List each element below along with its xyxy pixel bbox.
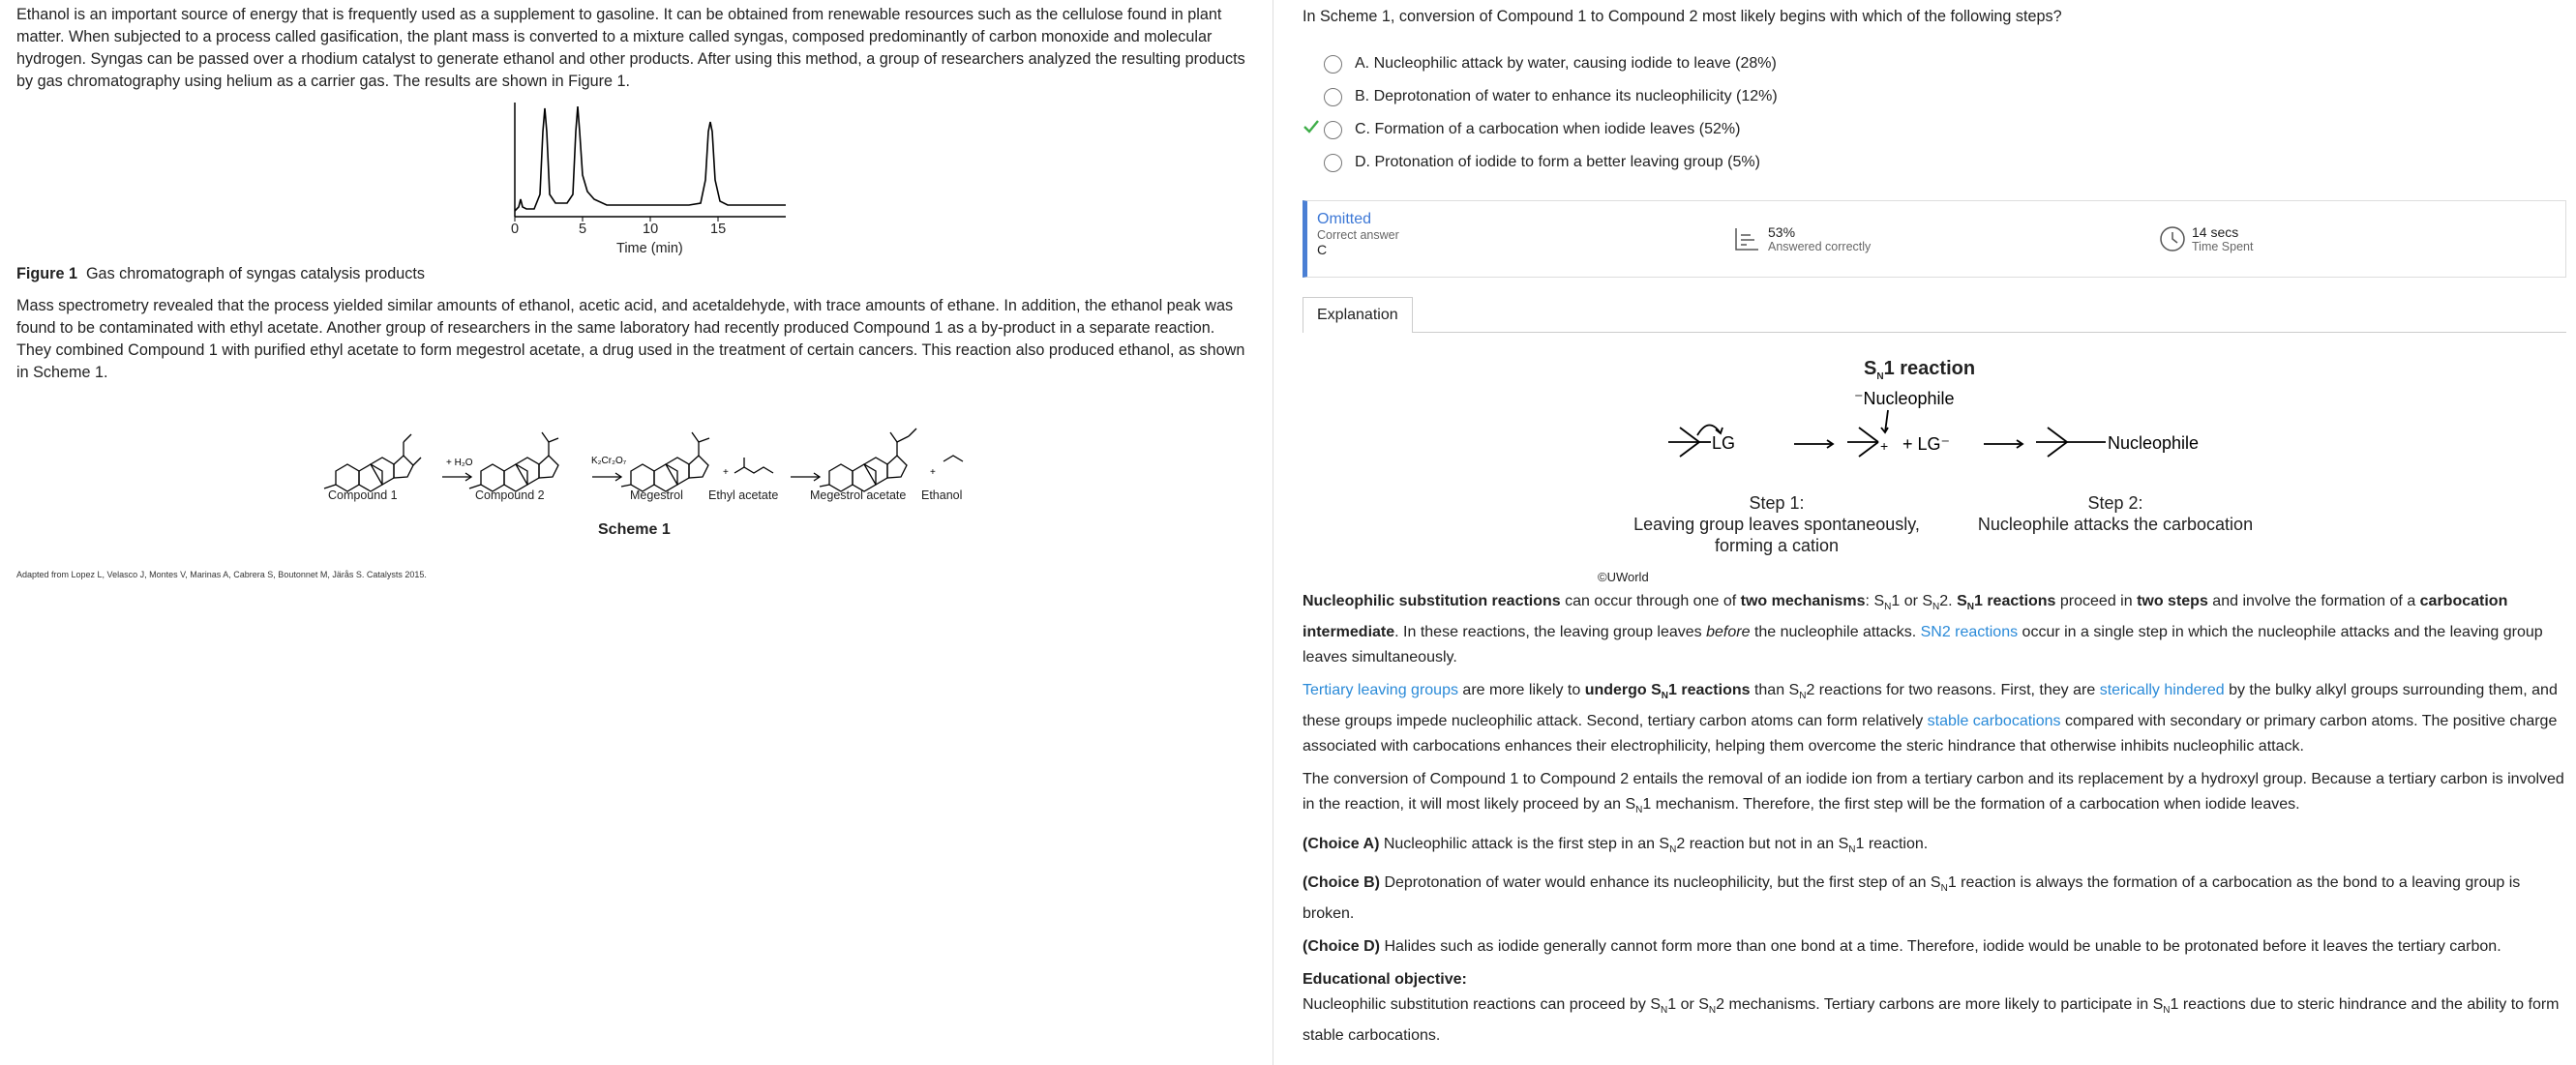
reagent-dichromate: K₂Cr₂O₇ bbox=[591, 456, 627, 466]
time-label: Time Spent bbox=[2192, 240, 2254, 253]
ethanol-structure bbox=[944, 456, 963, 461]
p1-j: two steps bbox=[2137, 593, 2208, 609]
scheme-1 bbox=[16, 394, 1253, 568]
explanation-paragraph-3 bbox=[1303, 767, 2566, 823]
x-axis-title: Time (min) bbox=[616, 241, 683, 256]
correct-answer-value: C bbox=[1317, 242, 1328, 257]
x-tick-15: 15 bbox=[710, 222, 727, 237]
p2-e: 2 reactions for two reasons. First, they are bbox=[1806, 682, 2100, 699]
edu-d: 1 reactions due to steric hindrance and the ability to form stable carbocations. bbox=[1303, 995, 2560, 1045]
choice-a-explanation bbox=[1303, 832, 2566, 863]
reagent-water: + H₂O bbox=[446, 458, 473, 468]
sub-n: N bbox=[1966, 602, 1974, 613]
question-stem: In Scheme 1, conversion of Compound 1 to Compound 2 most likely begins with which of the following steps? bbox=[1303, 8, 2062, 25]
sub-n: N bbox=[1876, 371, 1884, 382]
sub-n: N bbox=[1635, 805, 1643, 816]
copyright: ©UWorld bbox=[1598, 570, 1649, 584]
choice-a-label: (Choice A) bbox=[1303, 835, 1380, 852]
step-2-title: Step 2: bbox=[2087, 493, 2143, 513]
chromatogram-plot bbox=[495, 103, 805, 228]
p2-a: are more likely to bbox=[1457, 682, 1585, 699]
choice-d-label: (Choice D) bbox=[1303, 937, 1380, 955]
x-tick-0: 0 bbox=[511, 222, 520, 237]
answer-stats-bar bbox=[1303, 200, 2566, 278]
choice-b-label: (Choice B) bbox=[1303, 873, 1380, 891]
plus-sign-2: + bbox=[930, 467, 936, 478]
radio-c[interactable] bbox=[1324, 121, 1342, 139]
sn1-diagram bbox=[1303, 333, 2566, 589]
figure-caption-text: Gas chromatograph of syngas catalysis products bbox=[85, 265, 425, 282]
figure-caption-label: Figure 1 bbox=[16, 265, 77, 282]
percent-label: Answered correctly bbox=[1768, 240, 1872, 253]
percent-value: 53% bbox=[1768, 224, 1796, 240]
sub-n: N bbox=[1660, 1005, 1668, 1017]
p1-m: . In these reactions, the leaving group leaves bbox=[1394, 624, 1707, 641]
lg-anion: + LG⁻ bbox=[1902, 434, 1951, 454]
p2-f: by the bulky alkyl groups surrounding them, and these groups impede nucleophilic attack. Second, tertiary carbon atoms can form relatively bbox=[1303, 682, 2558, 730]
p1-i: proceed in bbox=[2055, 593, 2138, 609]
cd-a: Halides such as iodide generally cannot form more than one bond at a time. Therefore, iodide would be unable to be protonated before it leaves the tertiary carbon. bbox=[1380, 937, 2501, 955]
p1-c: two mechanisms bbox=[1740, 593, 1866, 609]
educational-objective-text bbox=[1303, 992, 2566, 1049]
scheme-title: Scheme 1 bbox=[598, 521, 671, 538]
x-tick-5: 5 bbox=[579, 222, 587, 237]
status-block bbox=[1317, 211, 1399, 257]
label-compound-1: Compound 1 bbox=[328, 488, 398, 502]
figure-caption bbox=[16, 265, 1253, 283]
passage-paragraph-1: Ethanol is an important source of energy that is frequently used as a supplement to gasoline. It can be obtained from renewable resources such as the cellulose found in plant matter. When subjected to a process called gasification, the plant mass is converted to a mixture called syngas, composed predominantly of carbon monoxide and molecular hydrogen. Syngas can be passed over a rhodium catalyst to generate ethanol and other products. After using this method, a group of researchers analyzed the resulting products by gas chromatography using helium as a carrier gas. The results are shown in Figure 1. bbox=[16, 6, 1245, 90]
ca-a: Nucleophilic attack is the first step in an S bbox=[1379, 835, 1670, 852]
compound-2-structure bbox=[469, 432, 558, 491]
choice-b-explanation bbox=[1303, 871, 2566, 927]
educational-objective-title bbox=[1303, 967, 2566, 992]
choice-c[interactable] bbox=[1303, 113, 2566, 146]
sub-n: N bbox=[1661, 691, 1669, 702]
stable-carbocations-link[interactable]: stable carbocations bbox=[1927, 713, 2061, 730]
choice-d-text[interactable]: D. Protonation of iodide to form a better leaving group (5%) bbox=[1355, 154, 1760, 170]
choice-b[interactable] bbox=[1303, 80, 2566, 113]
step-1-desc: Leaving group leaves spontaneously, forming a cation bbox=[1633, 515, 1920, 555]
p1-l: carbocation intermediate bbox=[1303, 593, 2508, 641]
clock-icon bbox=[2159, 225, 2186, 252]
p3-b: 1 mechanism. Therefore, the first step will be the formation of a carbocation when iodide leaves. bbox=[1642, 796, 2300, 814]
choice-d-explanation bbox=[1303, 934, 2566, 960]
step-1 bbox=[1622, 492, 1932, 556]
ethyl-acetate-structure bbox=[734, 458, 773, 473]
sub-n: N bbox=[1884, 602, 1892, 613]
explanation-paragraph-2 bbox=[1303, 678, 2566, 759]
diagram-title: $S_N1$ reaction bbox=[1864, 358, 1976, 382]
compound-1-structure bbox=[324, 434, 421, 491]
step-2-desc: Nucleophile attacks the carbocation bbox=[1977, 515, 2254, 534]
choice-d[interactable] bbox=[1303, 146, 2566, 179]
megestrol-acetate-structure bbox=[820, 429, 916, 491]
p1-k: and involve the formation of a bbox=[2207, 593, 2420, 609]
p1-a: Nucleophilic substitution reactions bbox=[1303, 593, 1561, 609]
p3-a: The conversion of Compound 1 to Compound 2 entails the removal of an iodide ion from a tertiary carbon and its replacement by a hydroxyl group. Because a tertiary carbon is involved in the reaction, it will most likely proceed by an S bbox=[1303, 771, 2564, 814]
p1-b: can occur through one of bbox=[1560, 593, 1741, 609]
sub-n: N bbox=[1799, 691, 1807, 702]
p2-c: 1 reactions bbox=[1668, 682, 1751, 699]
sub-n: N bbox=[1669, 843, 1677, 855]
label-ethanol: Ethanol bbox=[921, 488, 963, 502]
choice-a-text[interactable]: A. Nucleophilic attack by water, causing iodide to leave (28%) bbox=[1355, 55, 1777, 72]
p1-n: before bbox=[1706, 624, 1751, 641]
nucleophile-top: ⁻Nucleophile bbox=[1854, 389, 1955, 408]
edu-a: Nucleophilic substitution reactions can proceed by S bbox=[1303, 995, 1661, 1013]
time-block bbox=[2159, 224, 2253, 253]
sub-n: N bbox=[1940, 882, 1948, 894]
label-ethyl-acetate: Ethyl acetate bbox=[708, 488, 779, 502]
megestrol-structure bbox=[621, 432, 709, 491]
p1-e: 1 or S bbox=[1891, 593, 1933, 609]
p2-b: undergo S bbox=[1584, 682, 1662, 699]
choice-b-text[interactable]: B. Deprotonation of water to enhance its nucleophilicity (12%) bbox=[1355, 88, 1778, 104]
passage-paragraph-2: Mass spectrometry revealed that the process yielded similar amounts of ethanol, acetic acid, and acetaldehyde, with trace amounts of ethane. In addition, the ethanol peak was found to be contaminated with ethyl acetate. Another group of researchers in the same laboratory had recently produced Compound 1 as a by-product in a separate reaction. They combined Compound 1 with purified ethyl acetate to form megestrol acetate, a drug used in the treatment of certain cancers. This reaction also produced ethanol, as shown in Scheme 1. bbox=[16, 297, 1245, 381]
p1-f: 2. bbox=[1939, 593, 1958, 609]
sn1-mechanism-drawing bbox=[1303, 333, 2576, 589]
edu-c: 2 mechanisms. Tertiary carbons are more likely to participate in S bbox=[1716, 995, 2164, 1013]
radio-b[interactable] bbox=[1324, 88, 1342, 106]
lg-label: LG bbox=[1712, 433, 1736, 453]
choice-c-text[interactable]: C. Formation of a carbocation when iodide leaves (52%) bbox=[1355, 121, 1741, 137]
ca-b: 2 reaction but not in an S bbox=[1676, 835, 1849, 852]
passage-panel bbox=[0, 0, 1273, 1065]
tertiary-leaving-groups-link[interactable]: Tertiary leaving groups bbox=[1303, 682, 1458, 699]
radio-a[interactable] bbox=[1324, 55, 1342, 74]
step-2 bbox=[1961, 492, 2270, 535]
carbocation-plus: + bbox=[1880, 438, 1889, 454]
label-compound-2: Compound 2 bbox=[475, 488, 545, 502]
cb-b: 1 reaction is always the formation of a carbocation as the bond to a leaving group is broken. bbox=[1303, 873, 2521, 922]
sub-n: N bbox=[1708, 1005, 1717, 1017]
time-value: 14 secs bbox=[2192, 224, 2239, 240]
bar-chart-icon bbox=[1733, 225, 1760, 252]
sn2-reactions-link[interactable]: SN2 reactions bbox=[1920, 624, 2019, 641]
explanation-paragraph-1 bbox=[1303, 589, 2566, 670]
correct-answer-label: Correct answer bbox=[1317, 228, 1399, 242]
citation: Adapted from Lopez L, Velasco J, Montes V, Marinas A, Cabrera S, Boutonnet M, Järås S. Catalysts 2015. bbox=[16, 570, 427, 579]
tab-explanation[interactable]: Explanation bbox=[1303, 297, 1413, 333]
gas-chromatograph-figure bbox=[495, 103, 805, 265]
percent-block bbox=[1733, 224, 1871, 253]
p1-g: S bbox=[1957, 593, 1967, 609]
sub-n: N bbox=[1932, 602, 1940, 613]
x-tick-10: 10 bbox=[643, 222, 659, 237]
correct-check-icon bbox=[1303, 119, 1320, 134]
label-megestrol-acetate: Megestrol acetate bbox=[810, 488, 907, 502]
p1-d: : S bbox=[1865, 593, 1885, 609]
edu-title: Educational objective: bbox=[1303, 970, 1467, 988]
plus-sign-1: + bbox=[723, 467, 729, 478]
p1-o: the nucleophile attacks. bbox=[1750, 624, 1921, 641]
p1-p: occur in a single step in which the nucleophile attacks and the leaving group leaves simultaneously. bbox=[1303, 624, 2543, 666]
status-omitted: Omitted bbox=[1317, 211, 1372, 227]
edu-b: 1 or S bbox=[1667, 995, 1709, 1013]
choice-a[interactable] bbox=[1303, 47, 2566, 80]
question-panel bbox=[1273, 0, 2576, 1065]
p2-d: than S bbox=[1750, 682, 1800, 699]
sub-n: N bbox=[1848, 843, 1856, 855]
step-1-title: Step 1: bbox=[1749, 493, 1805, 513]
ca-c: 1 reaction. bbox=[1855, 835, 1929, 852]
radio-d[interactable] bbox=[1324, 154, 1342, 172]
label-megestrol: Megestrol bbox=[630, 488, 683, 502]
sub-n: N bbox=[2163, 1005, 2171, 1017]
nucleophile-product: Nucleophile bbox=[2108, 433, 2200, 453]
cb-a: Deprotonation of water would enhance its nucleophilicity, but the first step of an S bbox=[1380, 873, 1941, 891]
sterically-hindered-link[interactable]: sterically hindered bbox=[2099, 682, 2225, 699]
p1-h: 1 reactions bbox=[1973, 593, 2056, 609]
p2-g: compared with secondary or primary carbon atoms. The positive charge associated with carbocations enhances their electrophilicity, helping them overcome the steric hindrance that otherwise inhibits nucleophilic attack. bbox=[1303, 713, 2558, 755]
